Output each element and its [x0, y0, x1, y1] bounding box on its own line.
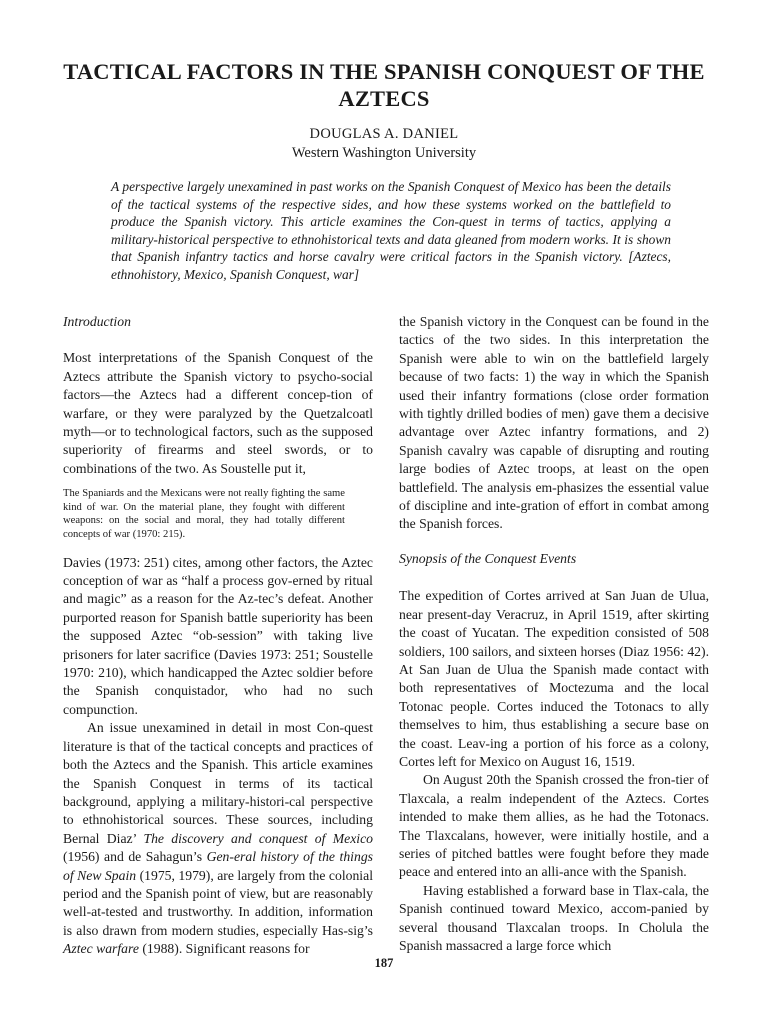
- article-title: TACTICAL FACTORS IN THE SPANISH CONQUEST OF THE AZTECS: [63, 59, 705, 111]
- page-number: 187: [374, 956, 394, 970]
- paragraph-text: An issue unexamined in detail in most Con-quest literature is that of the tactical concepts and practices of both the Aztecs and the Spanish. This article examines the Spanish Conquest in terms of its tactical background, applying a military-histori-cal perspective to ethnohistorical sources. These sources, including Bernal Diaz’: [63, 720, 373, 846]
- paragraph: On August 20th the Spanish crossed the fron-tier of Tlaxcala, a realm independent of the Aztecs. Cortes intended to make them allies, as he had the Totonacs. The Tlaxcalans, however, were initially hostile, and a series of pitched battles were fought before they made peace and entered into an alli-ance with the Spanish.: [399, 772, 709, 880]
- paragraph: the Spanish victory in the Conquest can be found in the tactics of the two sides. In this interpretation the Spanish were able to win on the battlefield largely because of two facts: 1) the way in which the Spanish used their infantry formations (close order formation with tightly drilled bodies of men) gave them a decisive advantage over Aztec infantry formations, and 2) Spanish cavalry was capable of disrupting and routing large bodies of Aztec troops, at least on the open battlefield. The analysis em-phasizes the essential value of discipline and inte-gration of effort in combat among the Spanish forces.: [399, 314, 709, 532]
- paragraph-text: (1988). Significant reasons for: [138, 941, 310, 957]
- book-title: Aztec warfare: [63, 941, 139, 957]
- block-quote: The Spaniards and the Mexicans were not really fighting the same kind of war. On the material plane, they fought with different weapons: on the social and moral, they had totally different concepts of war (1970: 215).: [63, 488, 345, 541]
- section-heading-synopsis: Synopsis of the Conquest Events: [399, 550, 577, 566]
- paragraph: The expedition of Cortes arrived at San Juan de Ulua, near present-day Veracruz, in April 1519, after skirting the coast of Yucatan. The expedition consisted of 508 soldiers, 100 sailors, and sixteen horses (Diaz 1956: 42). At San Juan de Ulua the Spanish made contact with both representatives of Moctezuma and the local Totonac people. Cortes induced the Totonacs to ally themselves to him, thus establishing a secure base on the coast. Leav-ing a portion of his force as a colony, Cortes left for Mexico on August 16, 1519.: [399, 588, 709, 769]
- right-column: [399, 313, 709, 955]
- book-title: Gen-eral history of the things of New Spain: [63, 849, 373, 883]
- abstract: A perspective largely unexamined in past works on the Spanish Conquest of Mexico has been the details of the tactical systems of the respective sides, and how these systems worked on the battlefield to produce the Spanish victory. This article examines the Con-quest in terms of tactics, applying a military-historical perspective to ethnohistorical texts and data gleaned from modern works. It is shown that Spanish infantry tactics and horse cavalry were critical factors in the Spanish victory. [Aztecs, ethnohistory, Mexico, Spanish Conquest, war]: [111, 179, 671, 282]
- book-title: The discovery and conquest of Mexico: [143, 830, 373, 846]
- author-name: DOUGLAS A. DANIEL: [309, 126, 459, 142]
- author-affiliation: Western Washington University: [291, 145, 477, 161]
- paragraph: [63, 719, 373, 958]
- paragraph-text: (1956) and de Sahagun’s: [63, 849, 207, 865]
- paragraph: Davies (1973: 251) cites, among other factors, the Aztec conception of war as “half a process gov-erned by ritual and magic” as a reason for the Az-tec’s defeat. Another purported reason for Spanish battle superiority has been the supposed Aztec “ob-session” with taking live prisoners for later sacrifice (Davies 1973: 251; Soustelle 1970: 210), which handicapped the Aztec soldier before the Spanish conquistador, who had no such compunction.: [63, 554, 373, 717]
- paragraph-text: (1975, 1979), are largely from the colonial period and the Spanish point of view, but are reasonably well-at-tested and trustworthy. In addition, information is also drawn from modern studies, especially Has-sig’s: [63, 867, 373, 938]
- left-column: [63, 313, 373, 959]
- paragraph: Most interpretations of the Spanish Conquest of the Aztecs attribute the Spanish victory to psycho-social factors—the Aztecs had a different concep-tion of warfare, or they were paralyzed by the Quetzalcoatl myth—or to technological factors, such as the supposed superiority of firearms and steel swords, or to combinations of the two. As Soustelle put it,: [63, 350, 373, 476]
- section-heading-introduction: Introduction: [63, 314, 131, 329]
- paragraph: Having established a forward base in Tlax-cala, the Spanish continued toward Mexico, accom-panied by several thousand Tlaxcalan troops. In Cholula the Spanish massacred a large force which: [399, 882, 709, 953]
